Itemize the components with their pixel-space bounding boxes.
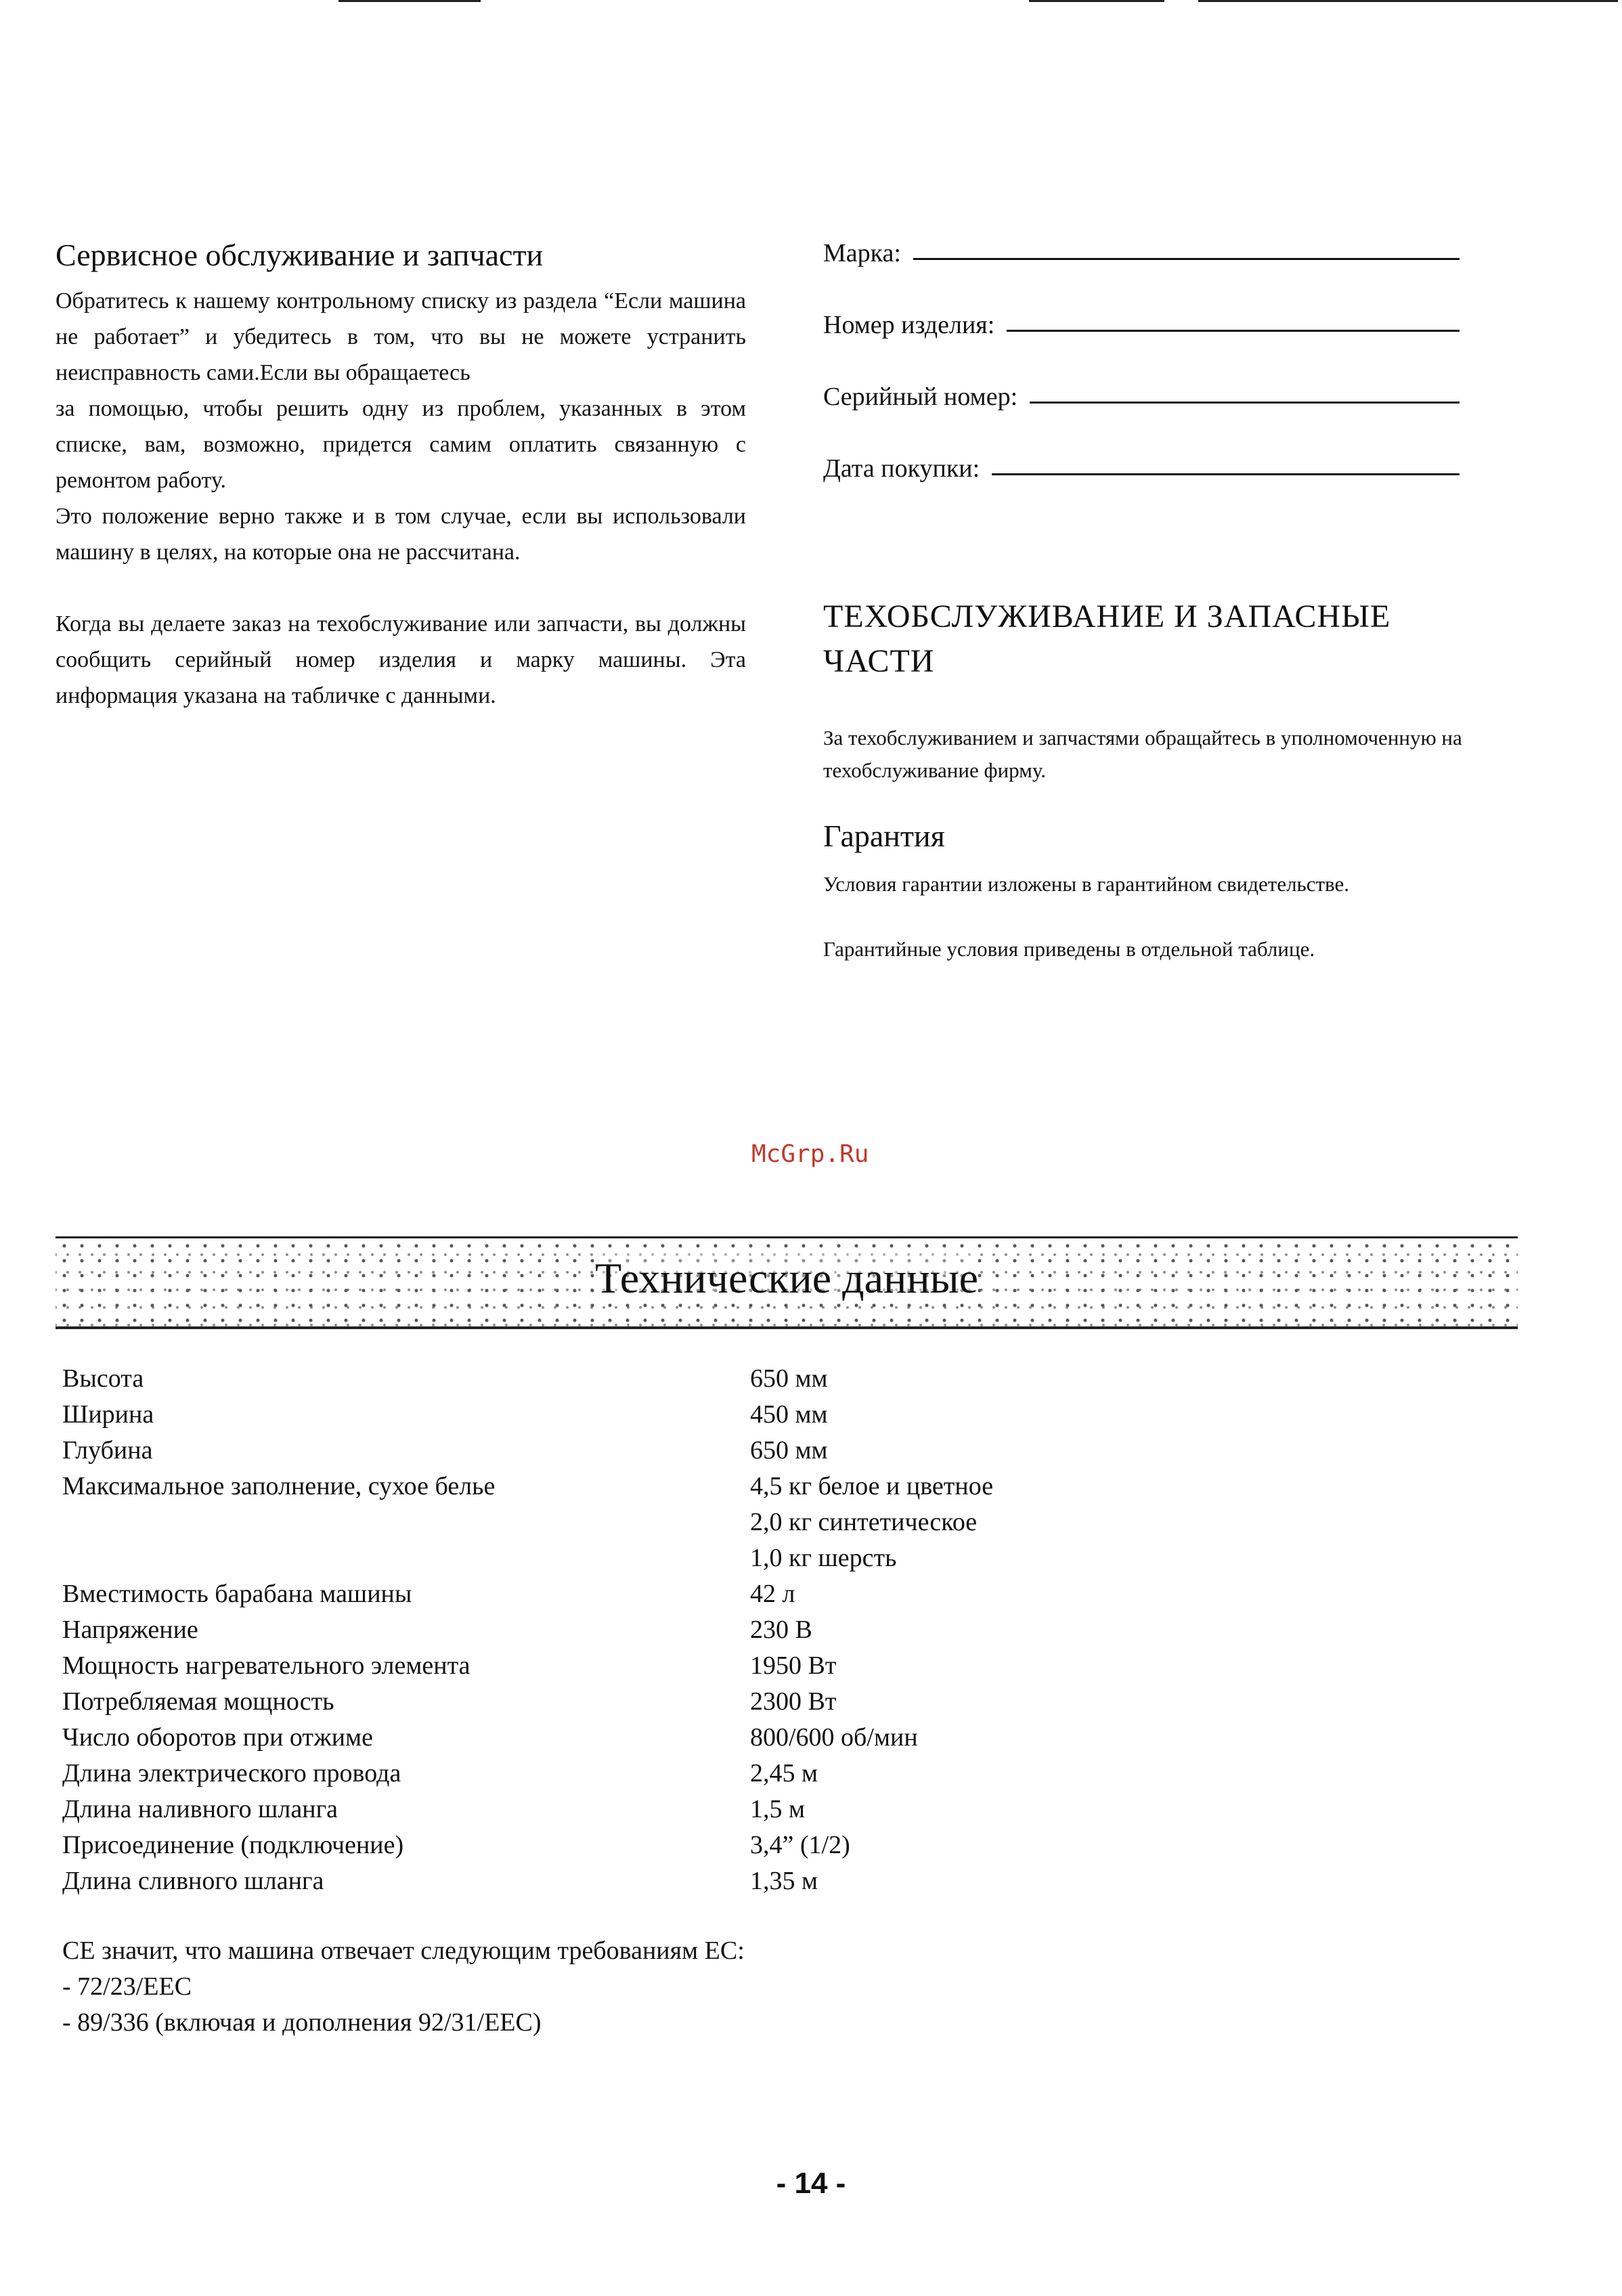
table-row [62,1504,1484,1540]
service-paragraph: Обратитесь к нашему контрольному списку из раздела “Если машина не работает” и убедитесь в том, что вы не можете устранить неисправность сами.Если вы обращаетесь [56,288,746,385]
table-row [62,1397,1484,1433]
spec-value: 230 В [750,1616,812,1644]
service-paragraph: Когда вы делаете заказ на техобслуживание или запчасти, вы должны сообщить серийный номер изделия и марку машины. Эта информация указана на табличке с данными. [56,611,746,708]
service-heading: Сервисное обслуживание и запчасти [56,238,544,272]
service-text [56,283,746,714]
service-paragraph: за помощью, чтобы решить одну из проблем, указанных в этом списке, вам, возможно, придется самим оплатить связанную с ремонтом работу. [56,396,746,493]
serial-number-label: Серийный номер: [823,383,1018,411]
spec-label: Мощность нагревательного элемента [62,1651,470,1680]
spec-label: Присоединение (подключение) [62,1831,404,1859]
spec-label: Длина электрического провода [62,1759,401,1788]
tech-banner [56,1236,1518,1329]
ce-block [62,1933,745,2041]
spec-label: Максимальное заполнение, сухое белье [62,1472,496,1500]
ce-item: - 72/23/EEC [62,1972,192,2001]
product-number-field [823,310,1460,340]
table-row [62,1540,1484,1576]
product-number-fill-line [1007,330,1460,332]
spec-value: 4,5 кг белое и цветное [750,1472,994,1500]
table-row [62,1648,1484,1684]
spec-value: 1950 Вт [750,1651,837,1680]
table-row [62,1827,1484,1863]
spec-label: Длина наливного шланга [62,1795,338,1823]
ce-intro: CE значит, что машина отвечает следующим требованиям ЕС: [62,1936,745,1965]
spec-value: 450 мм [750,1400,828,1429]
tech-heading: Технические данные [595,1254,978,1302]
purchase-date-label: Дата покупки: [823,454,980,483]
spec-value: 1,5 м [750,1795,806,1823]
table-row [62,1433,1484,1469]
tech-table [62,1361,1484,1899]
spec-value: 2,0 кг синтетическое [750,1508,978,1536]
spec-value: 800/600 об/мин [750,1723,918,1752]
purchase-date-fill-line [992,473,1460,475]
scan-mark [1029,0,1164,2]
brand-fill-line [913,258,1460,260]
page-number: - 14 - [776,2167,846,2200]
maintenance-heading: ТЕХОБСЛУЖИВАНИЕ И ЗАПАСНЫЕ ЧАСТИ [823,599,1391,679]
spec-value: 42 л [750,1580,795,1608]
warranty-line1: Условия гарантии изложены в гарантийном свидетельстве. [823,872,1349,896]
spec-label: Высота [62,1364,144,1393]
spec-label: Потребляемая мощность [62,1687,334,1716]
spec-value: 3,4” (1/2) [750,1831,850,1859]
brand-label: Марка: [823,239,901,267]
table-row [62,1863,1484,1899]
table-row [62,1612,1484,1648]
warranty-line2: Гарантийные условия приведены в отдельной таблице. [823,937,1315,961]
serial-number-field [823,382,1460,412]
spec-label: Глубина [62,1436,153,1465]
warranty-heading: Гарантия [823,819,945,853]
spec-value: 650 мм [750,1364,828,1393]
table-row [62,1756,1484,1792]
spec-label: Вместимость барабана машины [62,1580,412,1608]
spec-label: Длина сливного шланга [62,1867,324,1895]
serial-number-fill-line [1030,402,1460,404]
watermark: McGrp.Ru [751,1140,869,1168]
service-paragraph: Это положение верно также и в том случае, если вы использовали машину в целях, на которые она не рассчитана. [56,504,746,565]
product-number-label: Номер изделия: [823,311,995,339]
table-row [62,1469,1484,1504]
table-row [62,1720,1484,1756]
purchase-date-field [823,454,1460,483]
ce-item: - 89/336 (включая и дополнения 92/31/EEC) [62,2008,542,2037]
scan-mark [338,0,481,2]
table-row [62,1361,1484,1397]
brand-field [823,238,1460,268]
spec-label: Ширина [62,1400,154,1429]
table-row [62,1576,1484,1612]
spec-value: 1,0 кг шерсть [750,1544,897,1572]
spec-label: Число оборотов при отжиме [62,1723,373,1752]
spec-label [62,1504,750,1540]
table-row [62,1684,1484,1720]
table-row [62,1792,1484,1827]
spec-value: 650 мм [750,1436,828,1465]
spec-value: 1,35 м [750,1867,818,1895]
spec-label [62,1540,750,1576]
spec-value: 2,45 м [750,1759,818,1788]
spec-label: Напряжение [62,1616,198,1644]
spec-value: 2300 Вт [750,1687,837,1716]
scan-mark [1198,0,1618,2]
maintenance-text: За техобслуживанием и запчастями обращайтесь в уполномоченную на техобслуживание фирму. [823,726,1462,782]
